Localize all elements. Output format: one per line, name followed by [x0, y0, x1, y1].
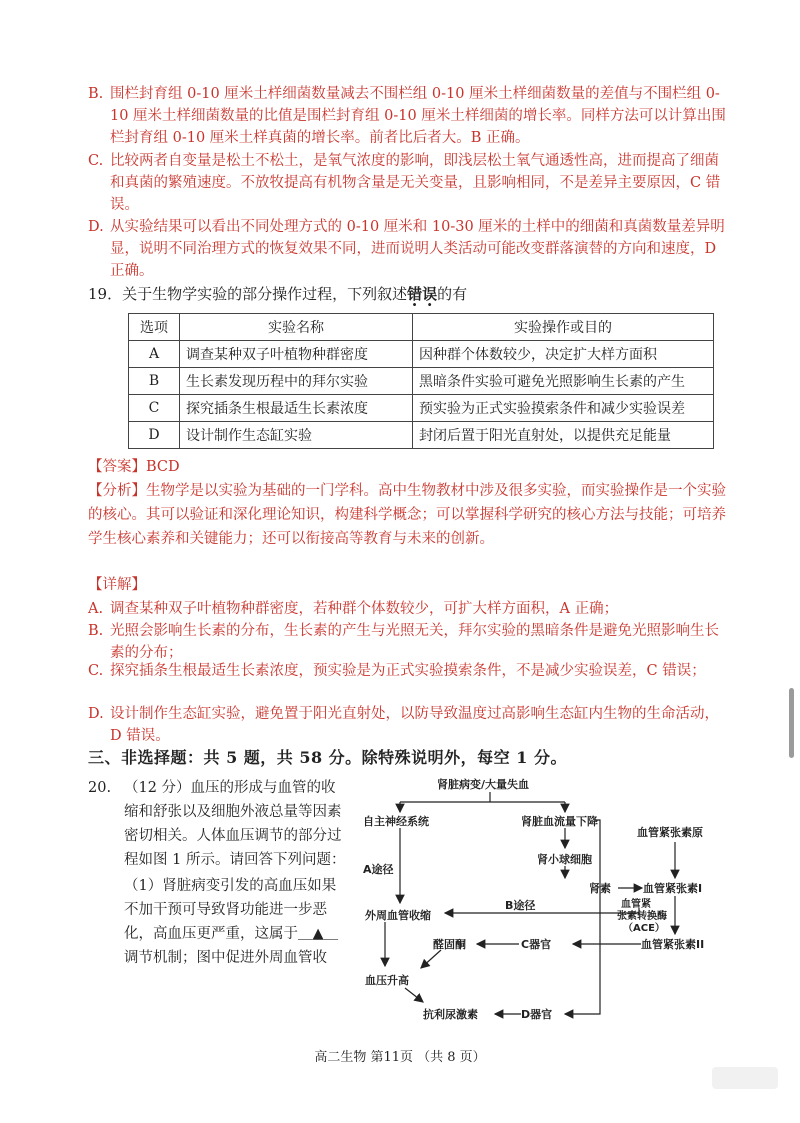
- experiment-table: [128, 313, 714, 449]
- node-renal-flow: 肾脏血流量下降: [521, 815, 598, 828]
- node-c-organ: C器官: [521, 938, 552, 951]
- table-header: 实验名称: [180, 314, 413, 341]
- node-renin: 肾素: [589, 882, 611, 895]
- option-label: D.: [88, 219, 104, 235]
- option-text: 围栏封育组 0-10 厘米土样细菌数量减去不围栏组 0-10 厘米土样细菌数量的差值与不围栏组 0-10 厘米土样细菌数量的比值是围栏封育组 0-10 厘米土样细菌的增长率。同样方法可以计算出围栏封育组 0-10 厘米土样真菌的增长率。前者比后者大。B 正确。: [110, 86, 726, 146]
- option-label: C.: [88, 663, 104, 679]
- node-glomerulus: 肾小球细胞: [537, 853, 592, 866]
- q19-stem-end: 的有: [437, 285, 468, 303]
- answer-line: 【答案】BCD: [88, 459, 180, 475]
- table-cell: B: [129, 368, 180, 395]
- analysis-paragraph: 【分析】生物学是以实验为基础的一门学科。高中生物教材中涉及很多实验，而实验操作是一个实验的核心。其可以验证和深化理论知识，构建科学概念；可以掌握科学研究的核心方法与技能；可培养学生核心素养和关键能力；还可以衔接高等教育与未来的创新。: [88, 483, 726, 547]
- table-cell: 调查某种双子叶植物种群密度: [180, 341, 413, 368]
- detail-a: [88, 598, 728, 620]
- node-aldosterone: 醛固酮: [433, 938, 466, 951]
- q20-intro: （12 分）血压的形成与血管的收缩和舒张以及细胞外液总量等因素密切相关。人体血压调节的部分过程如图 1 所示。请回答下列问题：: [124, 780, 346, 868]
- option-label: B.: [88, 623, 104, 639]
- table-header: 选项: [129, 314, 180, 341]
- node-bp-up: 血压升高: [365, 974, 409, 987]
- scrollbar-thumb[interactable]: [789, 688, 794, 758]
- q20-number: 20.: [88, 780, 112, 796]
- question-19-stem: [88, 283, 467, 304]
- page-footer: 高二生物 第11页 （共 8 页）: [314, 1050, 486, 1065]
- table-cell: D: [129, 422, 180, 449]
- watermark-badge: [712, 1067, 778, 1089]
- node-autonomic: 自主神经系统: [363, 815, 429, 828]
- detail-d: [88, 703, 728, 747]
- blood-pressure-diagram: [355, 770, 735, 1035]
- option-b-explanation: [88, 83, 728, 149]
- option-label: B.: [88, 86, 104, 102]
- node-adh: 抗利尿激素: [423, 1008, 478, 1021]
- table-row: [129, 422, 714, 449]
- table-cell: C: [129, 395, 180, 422]
- option-text: 从实验结果可以看出不同处理方式的 0-10 厘米和 10-30 厘米的土样中的细菌和真菌数量差异明显，说明不同治理方式的恢复效果不同，进而说明人类活动可能改变群落演替的方向和速度，D 正确。: [110, 219, 725, 279]
- table-header: 实验操作或目的: [413, 314, 714, 341]
- option-d-explanation: [88, 216, 728, 282]
- node-top: 肾脏病变/大量失血: [437, 778, 530, 791]
- option-text: 设计制作生态缸实验，避免置于阳光直射处，以防导致温度过高影响生态缸内生物的生命活动，D 错误。: [110, 706, 719, 744]
- label-a-path: A途径: [363, 863, 394, 876]
- ace-line-1: 血管紧: [621, 899, 651, 910]
- table-cell: 设计制作生态缸实验: [180, 422, 413, 449]
- table-row: [129, 395, 714, 422]
- node-d-organ: D器官: [521, 1008, 553, 1021]
- table-cell: A: [129, 341, 180, 368]
- table-cell: 黑暗条件实验可避免光照影响生长素的产生: [413, 368, 714, 395]
- option-text: 调查某种双子叶植物种群密度，若种群个体数较少，可扩大样方面积，A 正确；: [110, 601, 619, 617]
- q19-emphasis-2: 误: [422, 285, 438, 303]
- q20-sub1: （1）肾脏病变引发的高血压如果不加干预可导致肾功能进一步恶化，高血压更严重，这属于＿▲＿调节机制；图中促进外周血管收: [124, 878, 339, 966]
- detail-c: [88, 660, 728, 682]
- option-text: 光照会影响生长素的分布，生长素的产生与光照无关，拜尔实验的黑暗条件是避免光照影响生长素的分布；: [110, 623, 719, 661]
- table-cell: 预实验为正式实验摸索条件和减少实验误差: [413, 395, 714, 422]
- table-row: [129, 368, 714, 395]
- option-label: A.: [88, 601, 104, 617]
- detail-title: 【详解】: [88, 577, 146, 593]
- ace-line-3: （ACE）: [623, 923, 665, 934]
- q19-emphasis-1: 错: [407, 285, 423, 303]
- table-row: [129, 341, 714, 368]
- question-20: [88, 776, 348, 970]
- option-c-explanation: [88, 150, 728, 216]
- option-label: C.: [88, 153, 104, 169]
- detail-b: [88, 620, 728, 664]
- node-ang2: 血管紧张素II: [641, 938, 705, 951]
- node-angiotensinogen: 血管紧张素原: [637, 826, 703, 839]
- label-b-path: B途径: [505, 899, 536, 912]
- node-ang1: 血管紧张素I: [643, 882, 703, 895]
- table-header-row: [129, 314, 714, 341]
- section-3-heading: 三、非选择题：共 5 题，共 58 分。除特殊说明外，每空 1 分。: [88, 748, 567, 767]
- table-cell: 因种群个体数较少，决定扩大样方面积: [413, 341, 714, 368]
- option-text: 探究插条生根最适生长素浓度，预实验是为正式实验摸索条件，不是减少实验误差，C 错误；: [110, 663, 706, 679]
- option-text: 比较两者自变量是松土不松土，是氧气浓度的影响，即浅层松土氧气通透性高，进而提高了细菌和真菌的繁殖速度。不放牧提高有机物含量是无关变量，且影响相同，不是差异主要原因，C 错误。: [110, 153, 721, 213]
- table-cell: 探究插条生根最适生长素浓度: [180, 395, 413, 422]
- table-cell: 生长素发现历程中的拜尔实验: [180, 368, 413, 395]
- q19-stem-text: 19．关于生物学实验的部分操作过程，下列叙述: [88, 285, 408, 303]
- node-vasoconstriction: 外周血管收缩: [365, 909, 431, 922]
- table-cell: 封闭后置于阳光直射处，以提供充足能量: [413, 422, 714, 449]
- ace-line-2: 张素转换酶: [617, 911, 667, 922]
- option-label: D.: [88, 706, 104, 722]
